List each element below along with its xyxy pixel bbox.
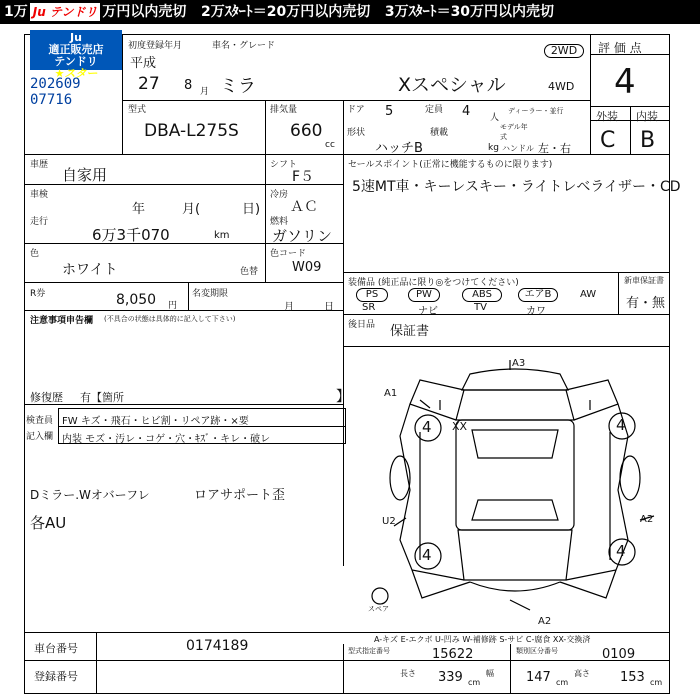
tendori-brand-logo: Ju テンドリ (30, 3, 101, 21)
note-lower-support: ロアサポート歪 (194, 488, 286, 503)
type-cert-number: 15622 (432, 647, 474, 662)
inspector-label: 検査員 (26, 416, 54, 426)
mark-a1-top: A1 (384, 388, 398, 399)
banner-part2: 万円以内売切 (102, 4, 187, 20)
model-year-label: モデル年式 (500, 123, 528, 141)
lot-line2: 07716 (30, 92, 73, 108)
door-label: ドア (347, 105, 365, 115)
chassis-label: 車台番号 (34, 642, 78, 655)
color-change-label: 色替 (240, 267, 259, 277)
mileage-label: 走行 (30, 217, 49, 227)
exterior-label: 外装 (596, 110, 618, 123)
month-unit: 月 (200, 87, 210, 97)
lot-number (30, 76, 120, 108)
displacement: 660 (290, 121, 323, 141)
top-banner (0, 0, 700, 24)
logo-line2: 適正販売店 (48, 43, 104, 56)
width-unit: cm (556, 678, 569, 687)
interior-grade: B (640, 128, 656, 153)
entry-label: 記入欄 (26, 432, 54, 442)
drive-2wd: 2WD (544, 44, 584, 58)
interior-label: 内装 (636, 110, 658, 123)
mileage-unit: km (214, 230, 230, 241)
ac-label: 冷房 (270, 190, 289, 200)
class-label: 類別区分番号 (516, 647, 558, 655)
spare-label: スペア (368, 605, 389, 613)
height: 153 (620, 670, 645, 685)
rename-day: 日 (324, 302, 334, 313)
shape: ハッチB (375, 141, 423, 156)
model: DBA-L275S (144, 121, 239, 141)
capacity-unit: 人 (490, 113, 500, 123)
equip-pw: PW (408, 288, 440, 302)
tire-front-left: 4 (422, 418, 432, 436)
car-name: ミラ (220, 76, 256, 97)
dealer-label: ディーラー・並行 (508, 107, 564, 115)
mark-a3: A3 (512, 358, 526, 369)
car-damage-diagram (360, 360, 670, 622)
shift-label: シフト (270, 160, 298, 170)
model-label: 型式 (128, 105, 147, 115)
history-label: 車歴 (30, 160, 49, 170)
shift: F５ (292, 169, 315, 185)
equip-navi: ナビ (418, 306, 438, 317)
notes-label: 注意事項申告欄 (30, 316, 94, 326)
logo-line4: ★スター (54, 67, 98, 80)
warranty-label: 新車保証書 (624, 276, 664, 285)
equipment-label: 装備品 (純正品に限り◎をつけてください) (348, 278, 519, 288)
repair-bracket-close: 】 (336, 389, 350, 405)
equip-leather: カワ (526, 306, 546, 317)
equip-aw: AW (580, 289, 597, 300)
color-code-label: 色コード (270, 249, 307, 259)
mark-a2-right: A2 (640, 514, 654, 525)
inspection-year: 年 (132, 202, 146, 217)
equip-tv: TV (474, 302, 487, 313)
class-number: 0109 (602, 647, 636, 662)
length-label: 長さ (400, 669, 416, 678)
logo-line3: テンドリ (54, 55, 98, 68)
load-label: 積載 (430, 128, 449, 138)
rename-deadline-label: 名変期限 (192, 289, 229, 299)
cc-unit: cc (325, 140, 335, 150)
lot-line1: 202609 (30, 76, 81, 92)
mileage: 6万3千070 (92, 226, 170, 244)
inspection-day: 日) (242, 202, 261, 217)
ac: ＡＣ (290, 199, 318, 215)
mark-u2: U2 (382, 516, 396, 527)
handle: 左・右 (538, 142, 571, 155)
reg-month: 8 (184, 78, 193, 93)
registration-label: 登録番号 (34, 670, 78, 683)
tire-rear-left: 4 (422, 546, 432, 564)
color-label: 色 (30, 249, 40, 259)
displacement-label: 排気量 (270, 105, 298, 115)
warranty-status: 有・無 (626, 296, 666, 311)
logo-line1: Ju (70, 31, 82, 44)
sales-point-text: 5速MT車・キーレスキー・ライトレベライザー・CD (352, 179, 681, 195)
inspection-label: 車検 (30, 190, 49, 200)
shape-label: 形状 (347, 128, 366, 138)
after-items: 保証書 (390, 324, 430, 339)
repair-history: 有【箇所 (80, 391, 124, 404)
note-mirror: Dミラー.Wオバーフレ (30, 488, 150, 502)
equip-airbag: エアB (518, 288, 558, 302)
doors: 5 (385, 104, 394, 119)
first-reg-label: 初度登録年月 (128, 41, 183, 51)
mark-xx: XX (452, 420, 468, 433)
height-unit: cm (650, 678, 663, 687)
length-unit: cm (468, 678, 481, 687)
fuel: ガソリン (272, 227, 333, 245)
fuel-label: 燃料 (270, 217, 289, 227)
note-each-au: 各AU (30, 514, 67, 532)
width: 147 (526, 670, 551, 685)
banner-part4: 3万ｽﾀｰﾄ＝30万円以内売切 (384, 4, 555, 20)
handle-label: ハンドル (502, 144, 534, 153)
load-unit: kg (488, 143, 499, 153)
equip-ps: PS (356, 288, 388, 302)
damage-legend: A-キズ E-エクボ U-凹み W-補修跡 S-サビ C-腐食 XX-交換済 (374, 635, 591, 644)
chassis-number: 0174189 (186, 638, 249, 654)
banner-part1: 1万 (4, 4, 28, 20)
color-code: W09 (292, 260, 322, 275)
color: ホワイト (62, 262, 118, 278)
width-label: 幅 (486, 669, 494, 678)
sales-point-label: セールスポイント(正常に機能するものに限ります) (348, 160, 553, 170)
fw-row: FW キズ・飛石・ヒビ割・リペア跡・×要 (62, 416, 249, 427)
reg-year: 27 (138, 74, 160, 94)
use-type: 自家用 (62, 166, 108, 184)
ju-star-logo (30, 30, 122, 80)
mark-a2-bottom: A2 (538, 616, 552, 627)
notes-sub: (不具合の状態は具体的に記入して下さい) (104, 315, 236, 323)
after-items-label: 後日品 (348, 320, 376, 330)
recycle-unit: 円 (168, 301, 178, 311)
equip-sr: SR (362, 302, 376, 313)
height-label: 高さ (574, 669, 590, 678)
capacity: 4 (462, 104, 471, 119)
recycle-fee: 8,050 (116, 292, 157, 308)
inspection-month: 月( (182, 202, 201, 217)
era: 平成 (130, 56, 157, 71)
tire-rear-right: 4 (616, 542, 626, 560)
rename-month: 月 (284, 302, 294, 313)
tire-front-right: 4 (616, 416, 626, 434)
equip-abs: ABS (462, 288, 502, 302)
drive-4wd: 4WD (548, 80, 575, 93)
length: 339 (438, 670, 463, 685)
exterior-grade: C (600, 128, 616, 153)
capacity-label: 定員 (425, 105, 444, 115)
repair-label: 修復歴 (30, 391, 63, 404)
score: 4 (614, 62, 636, 102)
recycle-label: R券 (30, 289, 46, 299)
grade: Xスペシャル (398, 74, 506, 96)
score-label: 評 価 点 (598, 41, 642, 55)
car-name-label: 車名・グレード (212, 41, 276, 51)
banner-part3: 2万ｽﾀｰﾄ＝20万円以内売切 (200, 4, 371, 20)
interior-row: 内装 モズ・汚レ・コゲ・穴・ｷｽﾞ・キレ・破レ (62, 434, 271, 445)
type-cert-label: 型式指定番号 (348, 647, 390, 655)
